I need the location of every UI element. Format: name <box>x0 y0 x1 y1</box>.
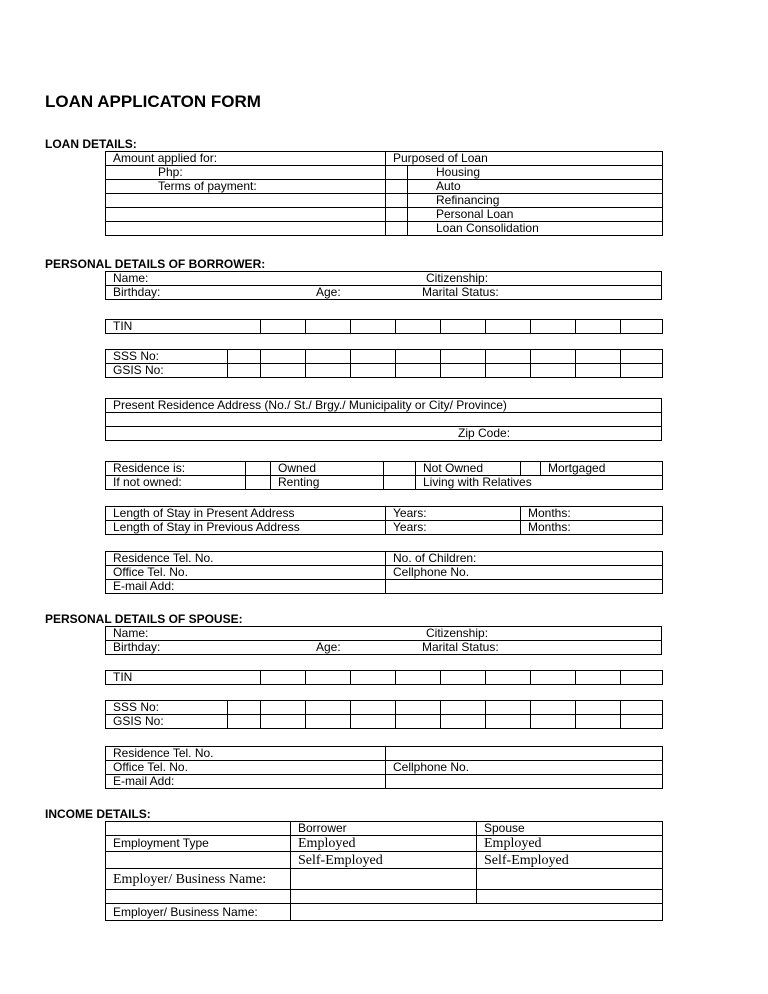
borrower-employer-field-2[interactable] <box>291 890 477 904</box>
tin-box[interactable] <box>531 671 576 685</box>
spouse-self-employed-option[interactable]: Self-Employed <box>477 852 663 869</box>
name-label: Name: <box>113 626 149 640</box>
income-heading: INCOME DETAILS: <box>45 807 151 821</box>
years-present-field[interactable]: Years: <box>386 507 521 521</box>
tin-box[interactable] <box>621 671 663 685</box>
email-field[interactable]: E-mail Add: <box>106 775 386 789</box>
tin-box[interactable] <box>306 671 351 685</box>
sss-label: SSS No: <box>106 350 228 364</box>
gsis-box[interactable] <box>576 715 621 729</box>
birthday-label: Birthday: <box>113 640 161 654</box>
housing-checkbox[interactable] <box>386 166 408 180</box>
borrower-sss-table <box>105 349 663 378</box>
blank-cell <box>106 890 291 904</box>
gsis-box[interactable] <box>306 364 351 378</box>
birthday-label: Birthday: <box>113 285 161 299</box>
borrower-name-table <box>105 271 662 300</box>
spouse-name-table <box>105 626 662 655</box>
not-owned-label: Not Owned <box>416 462 521 476</box>
sss-box[interactable] <box>351 350 396 364</box>
marital-label: Marital Status: <box>422 640 499 654</box>
tin-box[interactable] <box>576 320 621 334</box>
gsis-box[interactable] <box>351 364 396 378</box>
sss-box[interactable] <box>228 701 261 715</box>
residence-is-label: Residence is: <box>106 462 246 476</box>
amount-label: Amount applied for: <box>106 152 386 166</box>
gsis-box[interactable] <box>396 364 441 378</box>
housing-label: Housing <box>408 166 663 180</box>
office-tel-field[interactable]: Office Tel. No. <box>106 566 386 580</box>
tin-box[interactable] <box>441 320 486 334</box>
email-field[interactable]: E-mail Add: <box>106 580 386 594</box>
tin-box[interactable] <box>261 671 306 685</box>
tin-box[interactable] <box>396 320 441 334</box>
gsis-box[interactable] <box>621 715 663 729</box>
employer-label-2: Employer/ Business Name: <box>106 904 291 921</box>
spouse-employer-field[interactable] <box>477 869 663 890</box>
zip-label: Zip Code: <box>458 426 511 440</box>
employer-label: Employer/ Business Name: <box>106 869 291 890</box>
gsis-box[interactable] <box>441 364 486 378</box>
borrower-self-employed-option[interactable]: Self-Employed <box>291 852 477 869</box>
spouse-col-header: Spouse <box>477 822 663 836</box>
borrower-employer-field[interactable] <box>291 869 477 890</box>
address-field[interactable] <box>106 413 662 427</box>
refinancing-label: Refinancing <box>408 194 663 208</box>
cellphone-field[interactable]: Cellphone No. <box>386 566 663 580</box>
sss-box[interactable] <box>576 350 621 364</box>
tin-label: TIN <box>106 320 261 334</box>
marital-label: Marital Status: <box>422 285 499 299</box>
spouse-employer-field-2[interactable] <box>477 890 663 904</box>
mortgaged-checkbox[interactable] <box>521 462 541 476</box>
blank-field[interactable] <box>106 208 386 222</box>
sss-box[interactable] <box>261 350 306 364</box>
sss-box[interactable] <box>621 701 663 715</box>
borrower-contact-table <box>105 551 663 594</box>
borrower-employed-option[interactable]: Employed <box>291 836 477 852</box>
blank-field[interactable] <box>106 222 386 236</box>
borrower-birthday-field[interactable] <box>106 286 662 300</box>
tin-box[interactable] <box>351 671 396 685</box>
tin-box[interactable] <box>396 671 441 685</box>
spouse-birthday-field[interactable] <box>106 641 662 655</box>
sss-box[interactable] <box>306 701 351 715</box>
length-of-stay-table <box>105 506 663 535</box>
sss-label: SSS No: <box>106 701 228 715</box>
gsis-box[interactable] <box>531 364 576 378</box>
tin-box[interactable] <box>486 671 531 685</box>
residence-table <box>105 461 663 490</box>
gsis-box[interactable] <box>531 715 576 729</box>
address-table <box>105 398 662 441</box>
tin-box[interactable] <box>531 320 576 334</box>
gsis-box[interactable] <box>228 364 261 378</box>
age-label: Age: <box>316 640 341 654</box>
tin-box[interactable] <box>621 320 663 334</box>
auto-checkbox[interactable] <box>386 180 408 194</box>
borrower-col-header: Borrower <box>291 822 477 836</box>
consolidation-checkbox[interactable] <box>386 222 408 236</box>
terms-field[interactable]: Terms of payment: <box>106 180 386 194</box>
consolidation-label: Loan Consolidation <box>408 222 663 236</box>
borrower-heading: PERSONAL DETAILS OF BORROWER: <box>45 257 266 271</box>
blank-field[interactable] <box>386 747 663 761</box>
stay-present-label: Length of Stay in Present Address <box>106 507 386 521</box>
stay-previous-label: Length of Stay in Previous Address <box>106 521 386 535</box>
if-not-owned-label: If not owned: <box>106 476 246 490</box>
tin-box[interactable] <box>441 671 486 685</box>
personal-loan-checkbox[interactable] <box>386 208 408 222</box>
refinancing-checkbox[interactable] <box>386 194 408 208</box>
children-field[interactable]: No. of Children: <box>386 552 663 566</box>
gsis-box[interactable] <box>261 715 306 729</box>
sss-box[interactable] <box>441 701 486 715</box>
renting-checkbox[interactable] <box>246 476 271 490</box>
borrower-name-field[interactable] <box>106 272 662 286</box>
res-tel-field[interactable]: Residence Tel. No. <box>106 552 386 566</box>
sss-box[interactable] <box>228 350 261 364</box>
employment-type-label: Employment Type <box>106 836 291 852</box>
sss-box[interactable] <box>396 350 441 364</box>
personal-loan-label: Personal Loan <box>408 208 663 222</box>
page-title: LOAN APPLICATON FORM <box>45 92 261 111</box>
tin-box[interactable] <box>306 320 351 334</box>
address-label: Present Residence Address (No./ St./ Brgy./ Municipality or City/ Province) <box>106 399 662 413</box>
owned-label: Owned <box>271 462 384 476</box>
sss-box[interactable] <box>621 350 663 364</box>
spouse-employed-option[interactable]: Employed <box>477 836 663 852</box>
sss-box[interactable] <box>576 701 621 715</box>
gsis-box[interactable] <box>306 715 351 729</box>
borrower-tin-table <box>105 319 663 334</box>
sss-box[interactable] <box>531 350 576 364</box>
citizenship-label: Citizenship: <box>426 626 489 640</box>
citizenship-label: Citizenship: <box>426 271 489 285</box>
gsis-box[interactable] <box>621 364 663 378</box>
auto-label: Auto <box>408 180 663 194</box>
sss-box[interactable] <box>531 701 576 715</box>
relatives-label: Living with Relatives <box>416 476 663 490</box>
php-field[interactable]: Php: <box>106 166 386 180</box>
sss-box[interactable] <box>351 701 396 715</box>
sss-box[interactable] <box>441 350 486 364</box>
loan-details-table <box>105 151 663 236</box>
tin-box[interactable] <box>486 320 531 334</box>
gsis-label: GSIS No: <box>106 715 228 729</box>
blank-field[interactable] <box>106 194 386 208</box>
gsis-label: GSIS No: <box>106 364 228 378</box>
renting-label: Renting <box>271 476 384 490</box>
tin-label: TIN <box>106 671 261 685</box>
sss-box[interactable] <box>486 350 531 364</box>
gsis-box[interactable] <box>228 715 261 729</box>
sss-box[interactable] <box>261 701 306 715</box>
gsis-box[interactable] <box>396 715 441 729</box>
sss-box[interactable] <box>396 701 441 715</box>
tin-box[interactable] <box>261 320 306 334</box>
gsis-box[interactable] <box>486 364 531 378</box>
gsis-box[interactable] <box>486 715 531 729</box>
blank-cell <box>106 852 291 869</box>
gsis-box[interactable] <box>351 715 396 729</box>
spouse-sss-table <box>105 700 663 729</box>
blank-field[interactable] <box>386 580 663 594</box>
name-label: Name: <box>113 271 149 285</box>
blank-field[interactable] <box>386 775 663 789</box>
zip-field[interactable] <box>106 427 662 441</box>
months-present-field[interactable]: Months: <box>521 507 663 521</box>
relatives-checkbox[interactable] <box>384 476 416 490</box>
years-previous-field[interactable]: Years: <box>386 521 521 535</box>
spouse-heading: PERSONAL DETAILS OF SPOUSE: <box>45 612 243 626</box>
spouse-name-field[interactable] <box>106 627 662 641</box>
gsis-box[interactable] <box>261 364 306 378</box>
spouse-contact-table <box>105 746 663 789</box>
mortgaged-label: Mortgaged <box>541 462 663 476</box>
spouse-tin-table <box>105 670 663 685</box>
employer-field-merged[interactable] <box>291 904 663 921</box>
age-label: Age: <box>316 285 341 299</box>
gsis-box[interactable] <box>576 364 621 378</box>
res-tel-field[interactable]: Residence Tel. No. <box>106 747 386 761</box>
sss-box[interactable] <box>486 701 531 715</box>
tin-box[interactable] <box>576 671 621 685</box>
sss-box[interactable] <box>306 350 351 364</box>
gsis-box[interactable] <box>441 715 486 729</box>
loan-details-heading: LOAN DETAILS: <box>45 137 137 151</box>
months-previous-field[interactable]: Months: <box>521 521 663 535</box>
purpose-label: Purposed of Loan <box>386 152 663 166</box>
income-table <box>105 821 663 921</box>
office-tel-field[interactable]: Office Tel. No. <box>106 761 386 775</box>
cellphone-field[interactable]: Cellphone No. <box>386 761 663 775</box>
not-owned-checkbox[interactable] <box>384 462 416 476</box>
blank-cell <box>106 822 291 836</box>
owned-checkbox[interactable] <box>246 462 271 476</box>
tin-box[interactable] <box>351 320 396 334</box>
